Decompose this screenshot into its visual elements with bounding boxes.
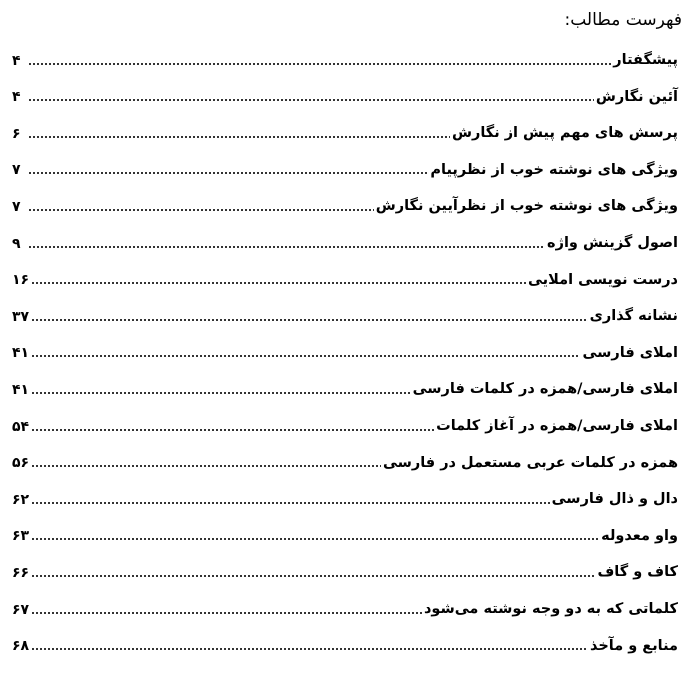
- dot-leader: [31, 612, 422, 614]
- toc-entry-label: نشانه گذاری: [589, 308, 678, 325]
- toc-entry-page-number: ۵۴: [12, 418, 30, 435]
- dot-leader: [31, 502, 550, 504]
- dot-leader: [31, 465, 381, 467]
- toc-entry-label: ویژگی های نوشته خوب از نظرپیام: [430, 161, 678, 178]
- toc-entry-label: پرسش های مهم پیش از نگارش: [451, 125, 678, 142]
- toc-entry[interactable]: [0, 510, 700, 547]
- toc-entry-page-number: ۴: [12, 52, 21, 69]
- toc-entry-label: ویژگی های نوشته خوب از نظرآیین نگارش: [375, 198, 678, 215]
- dot-leader: [31, 282, 526, 284]
- dot-leader: [31, 319, 588, 321]
- toc-entry-page-number: ۷: [12, 198, 21, 215]
- toc-entry[interactable]: [0, 583, 700, 620]
- toc-entry-page-number: ۶۲: [12, 491, 30, 508]
- toc-entry[interactable]: [0, 327, 700, 364]
- toc-entry-label: آئین نگارش: [595, 88, 678, 105]
- toc-entry-page-number: ۹: [12, 235, 21, 252]
- toc-entry-label: املای فارسی/همزه در آغاز کلمات: [436, 418, 678, 435]
- toc-entry[interactable]: [0, 144, 700, 181]
- toc-entry-page-number: ۶۳: [12, 528, 30, 545]
- toc-entry-label: منابع و مآخذ: [589, 637, 678, 654]
- toc-entry-page-number: ۳۷: [12, 308, 30, 325]
- toc-entry-label: املای فارسی: [582, 344, 678, 361]
- toc-entry-page-number: ۷: [12, 162, 21, 179]
- toc-entry[interactable]: [0, 363, 700, 400]
- toc-entry-page-number: ۵۶: [12, 455, 30, 472]
- dot-leader: [31, 392, 411, 394]
- toc-entry[interactable]: [0, 290, 700, 327]
- toc-entry[interactable]: [0, 217, 700, 254]
- toc-entry-page-number: ۶: [12, 125, 21, 142]
- toc-entry-page-number: ۶۸: [12, 638, 30, 655]
- toc-entry-label: دال و ذال فارسی: [551, 491, 678, 508]
- dot-leader: [28, 136, 450, 138]
- toc-entry-label: اصول گزینش واژه: [547, 235, 678, 252]
- dot-leader: [31, 575, 595, 577]
- toc-entry-page-number: ۱۶: [12, 272, 30, 289]
- toc-list: [0, 34, 700, 656]
- toc-entry-page-number: ۶۷: [12, 601, 30, 618]
- toc-entry[interactable]: [0, 71, 700, 108]
- toc-entry[interactable]: [0, 473, 700, 510]
- dot-leader: [31, 538, 599, 540]
- toc-entry[interactable]: [0, 34, 700, 71]
- toc-entry[interactable]: [0, 400, 700, 437]
- toc-entry-page-number: ۶۶: [12, 564, 30, 581]
- toc-entry-page-number: ۴۱: [12, 381, 30, 398]
- toc-entry[interactable]: [0, 254, 700, 291]
- toc-entry-label: درست نویسی املایی: [528, 271, 678, 288]
- dot-leader: [28, 172, 428, 174]
- dot-leader: [28, 246, 545, 248]
- toc-entry[interactable]: [0, 546, 700, 583]
- toc-entry-label: املای فارسی/همزه در کلمات فارسی: [412, 381, 678, 398]
- toc-entry-label: همزه در کلمات عربی مستعمل در فارسی: [382, 454, 678, 471]
- toc-entry[interactable]: [0, 180, 700, 217]
- toc-entry-label: پیشگفتار: [613, 52, 678, 69]
- toc-title: فهرست مطالب:: [564, 10, 682, 30]
- toc-entry-label: کاف و گاف: [597, 564, 678, 581]
- dot-leader: [28, 63, 611, 65]
- dot-leader: [28, 209, 374, 211]
- toc-entry-label: واو معدوله: [601, 527, 678, 544]
- toc-entry[interactable]: [0, 620, 700, 657]
- toc-entry[interactable]: [0, 437, 700, 474]
- toc-entry-page-number: ۴۱: [12, 345, 30, 362]
- dot-leader: [31, 429, 434, 431]
- toc-entry-label: کلماتی که به دو وجه نوشته می‌شود: [423, 601, 678, 617]
- dot-leader: [28, 99, 594, 101]
- toc-entry[interactable]: [0, 107, 700, 144]
- dot-leader: [31, 648, 588, 650]
- toc-entry-page-number: ۴: [12, 89, 21, 106]
- dot-leader: [31, 355, 580, 357]
